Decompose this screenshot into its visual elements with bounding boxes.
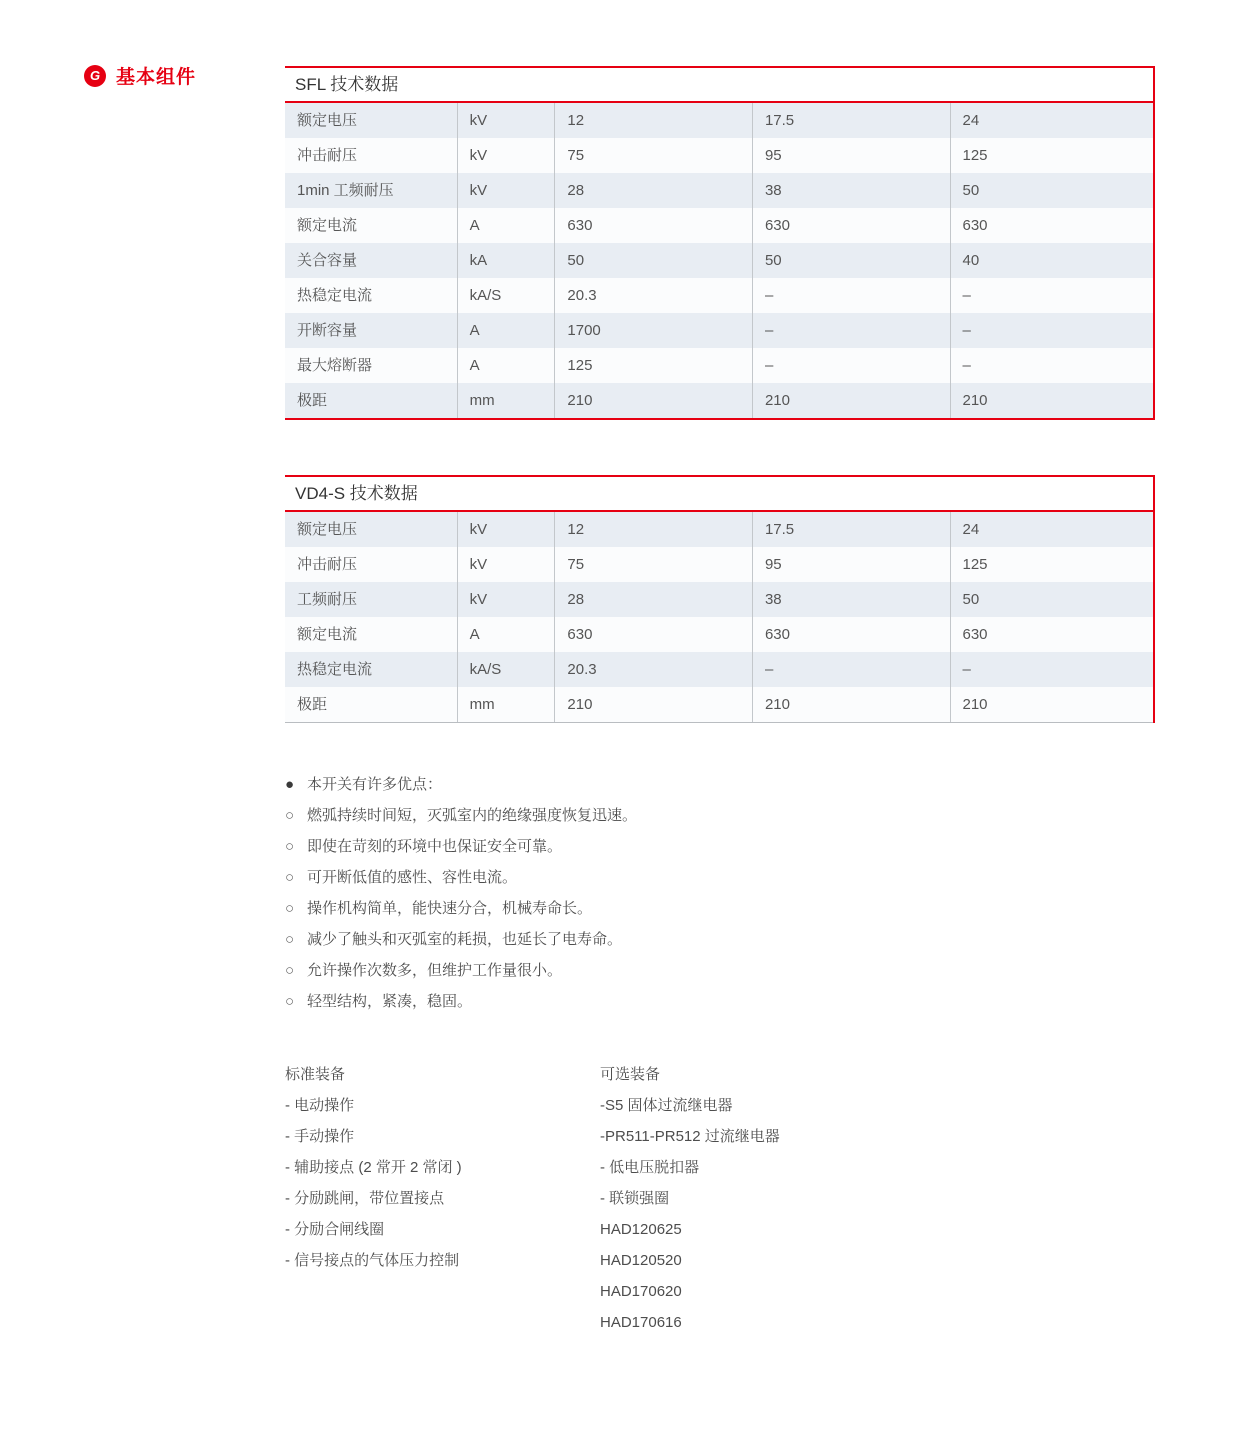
value-cell-12kv: 28 bbox=[554, 582, 752, 617]
advantages-list bbox=[285, 769, 1155, 1017]
table-row bbox=[285, 617, 1153, 652]
advantage-item-text: 燃弧持续时间短，灭弧室内的绝缘强度恢复迅速。 bbox=[307, 807, 638, 824]
advantage-item bbox=[285, 831, 1155, 862]
value-cell-12kv: 630 bbox=[554, 617, 752, 652]
standard-equipment-title: 标准装备 bbox=[285, 1066, 346, 1083]
table-row bbox=[285, 208, 1153, 243]
value-cell-24kv: 50 bbox=[950, 173, 1154, 208]
param-name-cell: 额定电流 bbox=[297, 217, 358, 234]
hollow-bullet-icon: ○ bbox=[285, 993, 295, 1010]
value-cell-12kv: 12 bbox=[554, 103, 752, 138]
value-cell-17kv: 38 bbox=[752, 173, 950, 208]
sfl-table-title: SFL 技术数据 bbox=[285, 66, 1153, 103]
value-cell-17kv: 95 bbox=[752, 547, 950, 582]
unit-cell: mm bbox=[457, 687, 555, 722]
optional-equipment-title: 可选装备 bbox=[600, 1066, 661, 1083]
unit-cell: A bbox=[457, 348, 555, 383]
equipment-item: - 分励跳闸，带位置接点 bbox=[285, 1190, 445, 1207]
equipment-item: - 分励合闸线圈 bbox=[285, 1221, 385, 1238]
param-name-cell: 额定电压 bbox=[297, 521, 358, 538]
table-row bbox=[285, 383, 1153, 418]
advantage-item-text: 可开断低值的感性、容性电流。 bbox=[307, 869, 518, 886]
value-cell-24kv: 210 bbox=[950, 687, 1154, 722]
advantage-item-text: 减少了触头和灭弧室的耗损，也延长了电寿命。 bbox=[307, 931, 623, 948]
param-name-cell: 额定电流 bbox=[297, 626, 358, 643]
equipment-item: - 电动操作 bbox=[285, 1097, 355, 1114]
advantages-heading-text: 本开关有许多优点： bbox=[307, 776, 443, 793]
unit-cell: kV bbox=[457, 103, 555, 138]
table-row bbox=[285, 243, 1153, 278]
param-name-cell: 冲击耐压 bbox=[297, 147, 358, 164]
advantage-item-text: 操作机构简单，能快速分合，机械寿命长。 bbox=[307, 900, 593, 917]
table-row bbox=[285, 348, 1153, 383]
unit-cell: kV bbox=[457, 138, 555, 173]
advantage-item-text: 允许操作次数多，但维护工作量很小。 bbox=[307, 962, 563, 979]
value-cell-12kv: 20.3 bbox=[554, 278, 752, 313]
value-cell-24kv: 40 bbox=[950, 243, 1154, 278]
param-name-cell: 极距 bbox=[297, 392, 328, 409]
section-title: 基本组件 bbox=[116, 67, 197, 88]
param-name-cell: 热稳定电流 bbox=[297, 661, 373, 678]
vd4s-table-title: VD4-S 技术数据 bbox=[285, 475, 1153, 512]
param-name-cell: 极距 bbox=[297, 696, 328, 713]
value-cell-17kv: 17.5 bbox=[752, 512, 950, 547]
value-cell-17kv: 630 bbox=[752, 617, 950, 652]
sfl-spec-table bbox=[285, 66, 1155, 420]
table-row bbox=[285, 687, 1153, 722]
advantage-item bbox=[285, 800, 1155, 831]
hollow-bullet-icon: ○ bbox=[285, 807, 295, 824]
value-cell-24kv: 24 bbox=[950, 512, 1154, 547]
equipment-item: HAD170620 bbox=[600, 1283, 682, 1300]
optional-equipment-items bbox=[600, 1090, 780, 1338]
table-row bbox=[285, 652, 1153, 687]
value-cell-17kv: 210 bbox=[752, 687, 950, 722]
value-cell-24kv: 125 bbox=[950, 547, 1154, 582]
unit-cell: A bbox=[457, 617, 555, 652]
table-row bbox=[285, 313, 1153, 348]
value-cell-24kv: 630 bbox=[950, 208, 1154, 243]
standard-equipment-column bbox=[285, 1059, 600, 1338]
value-cell-17kv: 95 bbox=[752, 138, 950, 173]
unit-cell: kV bbox=[457, 547, 555, 582]
advantages-items bbox=[285, 800, 1155, 1017]
value-cell-12kv: 1700 bbox=[554, 313, 752, 348]
value-cell-24kv: 125 bbox=[950, 138, 1154, 173]
param-name-cell: 最大熔断器 bbox=[297, 357, 373, 374]
equipment-item: HAD120520 bbox=[600, 1252, 682, 1269]
unit-cell: A bbox=[457, 208, 555, 243]
sfl-table-rows bbox=[285, 103, 1153, 420]
advantage-item-text: 即使在苛刻的环境中也保证安全可靠。 bbox=[307, 838, 563, 855]
param-name-cell: 冲击耐压 bbox=[297, 556, 358, 573]
equipment-section bbox=[285, 1059, 1155, 1338]
value-cell-12kv: 28 bbox=[554, 173, 752, 208]
equipment-item: - 辅助接点 (2 常开 2 常闭 ) bbox=[285, 1159, 462, 1176]
value-cell-24kv: 24 bbox=[950, 103, 1154, 138]
equipment-item: - 联锁强圈 bbox=[600, 1190, 670, 1207]
hollow-bullet-icon: ○ bbox=[285, 869, 295, 886]
advantage-item bbox=[285, 924, 1155, 955]
unit-cell: kA/S bbox=[457, 278, 555, 313]
value-cell-24kv: 210 bbox=[950, 383, 1154, 418]
hollow-bullet-icon: ○ bbox=[285, 838, 295, 855]
vd4s-table-rows bbox=[285, 512, 1153, 723]
unit-cell: A bbox=[457, 313, 555, 348]
optional-equipment-column bbox=[600, 1059, 780, 1338]
equipment-item: - 手动操作 bbox=[285, 1128, 355, 1145]
standard-equipment-items bbox=[285, 1090, 600, 1276]
value-cell-17kv: 630 bbox=[752, 208, 950, 243]
value-cell-12kv: 210 bbox=[554, 383, 752, 418]
unit-cell: kA/S bbox=[457, 652, 555, 687]
param-name-cell: 额定电压 bbox=[297, 112, 358, 129]
value-cell-12kv: 75 bbox=[554, 547, 752, 582]
advantage-item bbox=[285, 955, 1155, 986]
solid-bullet-icon: ● bbox=[285, 776, 295, 793]
hollow-bullet-icon: ○ bbox=[285, 900, 295, 917]
value-cell-24kv: – bbox=[950, 313, 1154, 348]
value-cell-17kv: – bbox=[752, 313, 950, 348]
table-row bbox=[285, 278, 1153, 313]
value-cell-17kv: – bbox=[752, 348, 950, 383]
equipment-item: HAD120625 bbox=[600, 1221, 682, 1238]
value-cell-24kv: 50 bbox=[950, 582, 1154, 617]
value-cell-17kv: 50 bbox=[752, 243, 950, 278]
param-name-cell: 1min 工频耐压 bbox=[297, 182, 394, 199]
value-cell-12kv: 20.3 bbox=[554, 652, 752, 687]
value-cell-17kv: – bbox=[752, 278, 950, 313]
value-cell-12kv: 75 bbox=[554, 138, 752, 173]
advantage-item bbox=[285, 986, 1155, 1017]
equipment-item: -PR511-PR512 过流继电器 bbox=[600, 1128, 780, 1145]
unit-cell: kV bbox=[457, 173, 555, 208]
table-row bbox=[285, 512, 1153, 547]
value-cell-24kv: 630 bbox=[950, 617, 1154, 652]
equipment-item: -S5 固体过流继电器 bbox=[600, 1097, 733, 1114]
value-cell-12kv: 12 bbox=[554, 512, 752, 547]
value-cell-24kv: – bbox=[950, 348, 1154, 383]
value-cell-17kv: 38 bbox=[752, 582, 950, 617]
value-cell-12kv: 630 bbox=[554, 208, 752, 243]
value-cell-24kv: – bbox=[950, 652, 1154, 687]
param-name-cell: 开断容量 bbox=[297, 322, 358, 339]
advantage-item-text: 轻型结构，紧凑，稳固。 bbox=[307, 993, 473, 1010]
table-row bbox=[285, 138, 1153, 173]
brand-badge-icon: G bbox=[84, 65, 106, 87]
equipment-item: - 低电压脱扣器 bbox=[600, 1159, 700, 1176]
hollow-bullet-icon: ○ bbox=[285, 962, 295, 979]
value-cell-17kv: 17.5 bbox=[752, 103, 950, 138]
equipment-item: - 信号接点的气体压力控制 bbox=[285, 1252, 460, 1269]
table-row bbox=[285, 547, 1153, 582]
value-cell-12kv: 125 bbox=[554, 348, 752, 383]
section-label bbox=[84, 62, 196, 89]
vd4s-spec-table bbox=[285, 475, 1155, 723]
table-row bbox=[285, 582, 1153, 617]
value-cell-17kv: – bbox=[752, 652, 950, 687]
param-name-cell: 热稳定电流 bbox=[297, 287, 373, 304]
hollow-bullet-icon: ○ bbox=[285, 931, 295, 948]
value-cell-12kv: 210 bbox=[554, 687, 752, 722]
advantage-item bbox=[285, 862, 1155, 893]
advantage-item bbox=[285, 893, 1155, 924]
param-name-cell: 工频耐压 bbox=[297, 591, 358, 608]
value-cell-12kv: 50 bbox=[554, 243, 752, 278]
table-row bbox=[285, 173, 1153, 208]
unit-cell: kV bbox=[457, 582, 555, 617]
equipment-item: HAD170616 bbox=[600, 1314, 682, 1331]
unit-cell: kA bbox=[457, 243, 555, 278]
value-cell-17kv: 210 bbox=[752, 383, 950, 418]
advantages-heading bbox=[285, 769, 1155, 800]
value-cell-24kv: – bbox=[950, 278, 1154, 313]
param-name-cell: 关合容量 bbox=[297, 252, 358, 269]
main-content bbox=[285, 66, 1155, 1338]
unit-cell: kV bbox=[457, 512, 555, 547]
unit-cell: mm bbox=[457, 383, 555, 418]
table-row bbox=[285, 103, 1153, 138]
